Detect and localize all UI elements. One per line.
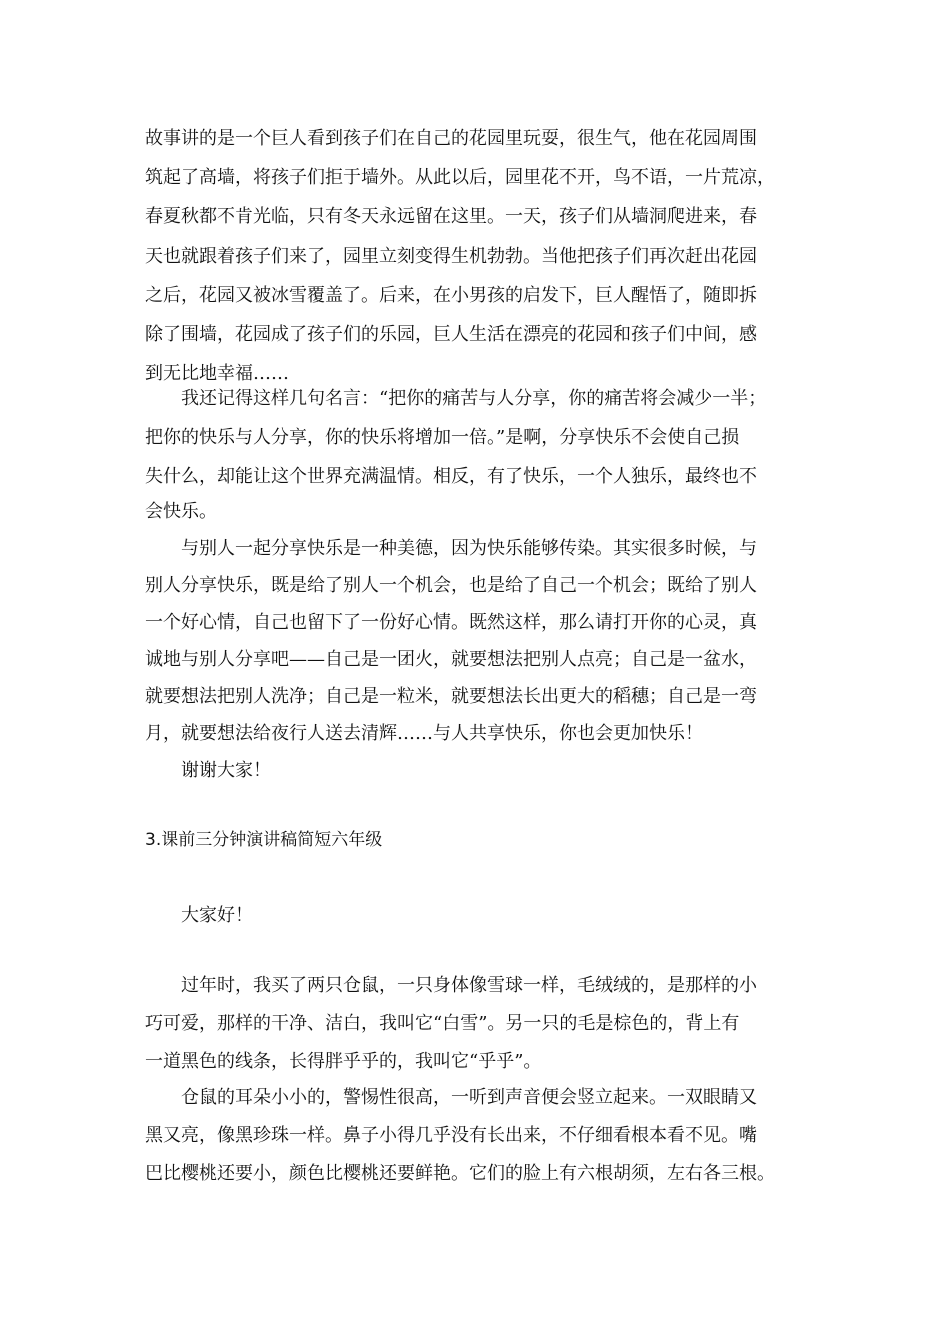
quote-line-1: 我还记得这样几句名言：“把你的痛苦与人分享，你的痛苦将会减少一半； [181, 388, 767, 409]
share-line-5: 就要想法把别人洗净；自己是一粒米，就要想法长出更大的稻穗；自己是一弯 [145, 686, 757, 707]
ears-line-1: 仓鼠的耳朵小小的，警惕性很高，一听到声音便会竖立起来。一双眼睛又 [181, 1087, 757, 1108]
share-line-1: 与别人一起分享快乐是一种美德，因为快乐能够传染。其实很多时候，与 [181, 538, 757, 559]
quote-line-3: 失什么，却能让这个世界充满温情。相反，有了快乐，一个人独乐，最终也不 [145, 466, 757, 487]
story-line-2: 筑起了高墙，将孩子们拒于墙外。从此以后，园里花不开，鸟不语，一片荒凉， [145, 167, 775, 188]
story-line-7: 到无比地幸福…… [145, 363, 289, 384]
section-heading: 3.课前三分钟演讲稿简短六年级 [145, 830, 383, 850]
share-line-6: 月，就要想法给夜行人送去清辉……与人共享快乐，你也会更加快乐！ [145, 723, 703, 744]
closing-line: 谢谢大家！ [181, 760, 271, 781]
story-line-5: 之后，花园又被冰雪覆盖了。后来，在小男孩的启发下，巨人醒悟了，随即拆 [145, 285, 757, 306]
story-line-3: 春夏秋都不肯光临，只有冬天永远留在这里。一天，孩子们从墙洞爬进来，春 [145, 206, 757, 227]
story-line-1: 故事讲的是一个巨人看到孩子们在自己的花园里玩耍，很生气，他在花园周围 [145, 128, 757, 149]
greeting-line: 大家好！ [181, 905, 253, 926]
ears-line-2: 黑又亮，像黑珍珠一样。鼻子小得几乎没有长出来，不仔细看根本看不见。嘴 [145, 1125, 757, 1146]
hamster-line-3: 一道黑色的线条，长得胖乎乎的，我叫它“乎乎”。 [145, 1051, 542, 1072]
story-line-4: 天也就跟着孩子们来了，园里立刻变得生机勃勃。当他把孩子们再次赶出花园 [145, 246, 757, 267]
quote-line-4: 会快乐。 [145, 501, 217, 522]
share-line-2: 别人分享快乐，既是给了别人一个机会，也是给了自己一个机会；既给了别人 [145, 575, 757, 596]
ears-line-3: 巴比樱桃还要小，颜色比樱桃还要鲜艳。它们的脸上有六根胡须，左右各三根。 [145, 1163, 775, 1184]
share-line-3: 一个好心情，自己也留下了一份好心情。既然这样，那么请打开你的心灵，真 [145, 612, 757, 633]
share-line-4: 诚地与别人分享吧——自己是一团火，就要想法把别人点亮；自己是一盆水， [145, 649, 757, 670]
quote-line-2: 把你的快乐与人分享，你的快乐将增加一倍。”是啊，分享快乐不会使自己损 [145, 427, 740, 448]
story-line-6: 除了围墙，花园成了孩子们的乐园，巨人生活在漂亮的花园和孩子们中间，感 [145, 324, 757, 345]
hamster-line-1: 过年时，我买了两只仓鼠，一只身体像雪球一样，毛绒绒的，是那样的小 [181, 975, 757, 996]
hamster-line-2: 巧可爱，那样的干净、洁白，我叫它“白雪”。另一只的毛是棕色的，背上有 [145, 1013, 740, 1034]
